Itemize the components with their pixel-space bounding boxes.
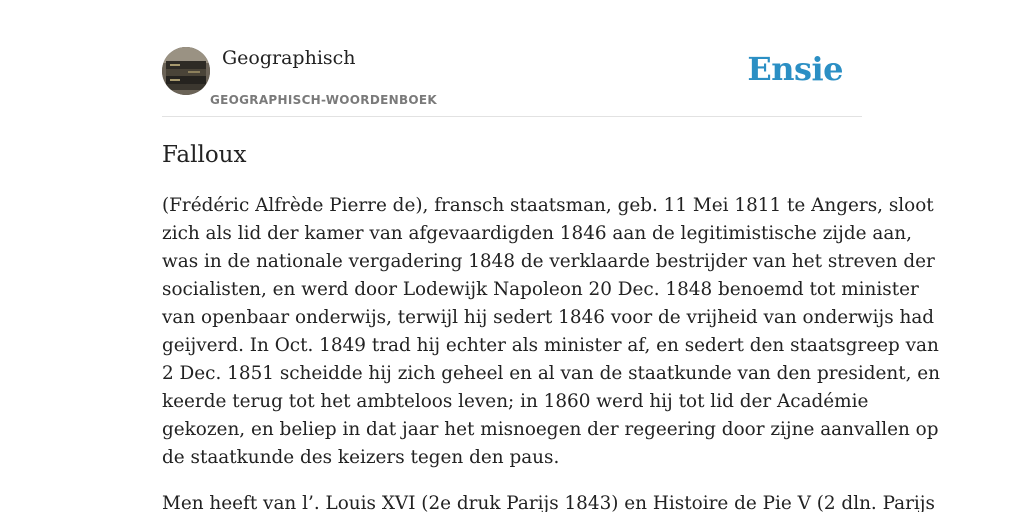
text-line: was in de nationale vergadering 1848 de verklaarde bestrijder van het streven der (162, 251, 935, 272)
text-line: (Frédéric Alfrède Pierre de), fransch staatsman, geb. 11 Mei 1811 te Angers, sloot (162, 195, 934, 216)
text-line: geijverd. In Oct. 1849 trad hij echter als minister af, en sedert den staatsgreep van (162, 335, 939, 356)
text-line: socialisten, en werd door Lodewijk Napoleon 20 Dec. 1848 benoemd tot minister (162, 279, 919, 300)
source-avatar[interactable] (162, 47, 210, 95)
entry-body (162, 192, 941, 512)
text-line: 2 Dec. 1851 scheidde hij zich geheel en al van de staatkunde van den president, en (162, 363, 941, 384)
text-line: van openbaar onderwijs, terwijl hij sedert 1846 voor de vrijheid van onderwijs had (162, 307, 935, 328)
entry-title: Falloux (162, 142, 247, 168)
entry-paragraph-1 (162, 192, 941, 472)
text-line: gekozen, en beliep in dat jaar het misnoegen der regeering door zijne aanvallen op (162, 419, 939, 440)
source-title[interactable]: Geographisch (222, 47, 356, 69)
text-line: zich als lid der kamer van afgevaardigden 1846 aan de legitimistische zijde aan, (162, 223, 912, 244)
books-image-icon (162, 47, 210, 95)
text-line: Men heeft van l’. Louis XVI (2e druk Parijs 1843) en Histoire de Pie V (2 dln. Parijs (162, 493, 935, 512)
source-header (162, 46, 862, 117)
text-line: de staatkunde des keizers tegen den paus. (162, 447, 560, 468)
entry-paragraph-2 (162, 490, 935, 512)
brand-logo[interactable]: Ensie (747, 50, 843, 88)
text-line: keerde terug tot het ambteloos leven; in 1860 werd hij tot lid der Académie (162, 391, 869, 412)
source-slug[interactable]: GEOGRAPHISCH-WOORDENBOEK (210, 93, 437, 107)
